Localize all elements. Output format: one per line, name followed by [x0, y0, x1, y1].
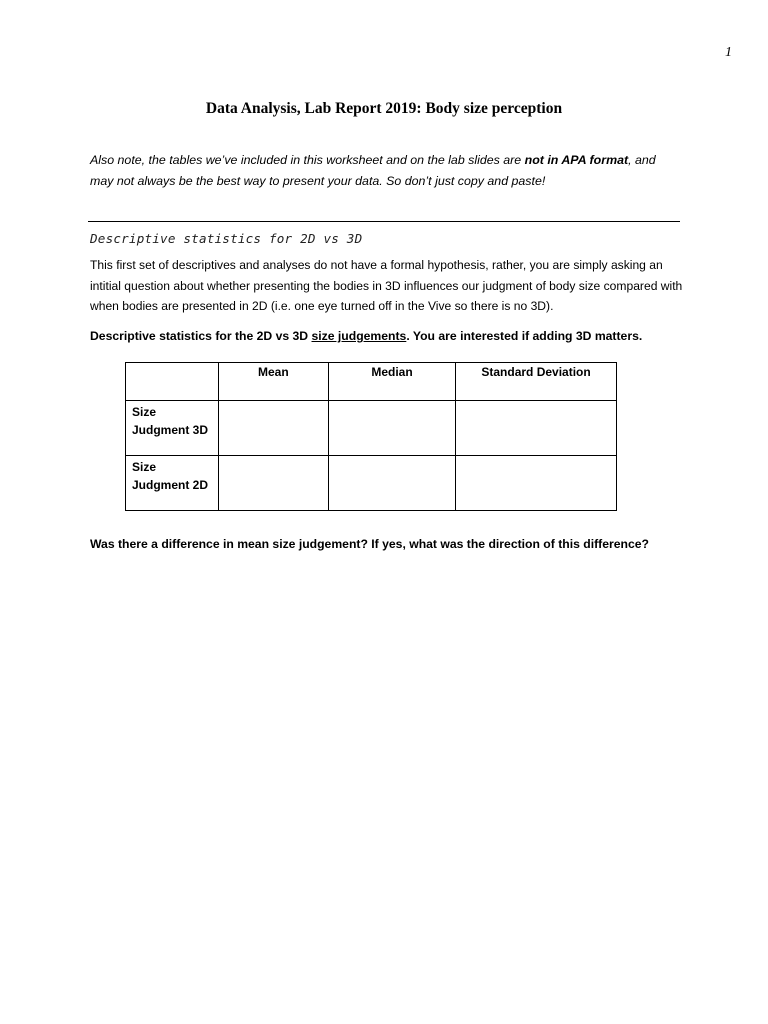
cell-median-3d[interactable]	[328, 401, 455, 456]
cell-mean-2d[interactable]	[218, 456, 328, 511]
instruction-text-start: Descriptive statistics for the 2D vs 3D	[90, 329, 312, 343]
row-label-line2: Judgment 3D	[132, 423, 209, 437]
row-label-line2: Judgment 2D	[132, 478, 209, 492]
intro-paragraph: This first set of descriptives and analyses do not have a formal hypothesis, rather, you are simply asking an intitial question about whether presenting the bodies in 3D influences our judgment of body size compared with when bodies are presented in 2D (i.e. one eye turned off in the Vive so there is no 3D).	[90, 258, 683, 313]
table-row	[126, 401, 617, 456]
horizontal-divider	[88, 221, 680, 222]
table-instruction	[90, 329, 690, 343]
instruction-underlined-text: size judgements	[311, 329, 407, 343]
table-header-blank	[126, 363, 219, 401]
table-header-mean: Mean	[218, 363, 328, 401]
cell-sd-2d[interactable]	[456, 456, 617, 511]
table-header-median: Median	[328, 363, 455, 401]
note-text-end: , and may not always be the best way to present your data. So don’t just copy and paste!	[90, 153, 656, 188]
note-text-start: Also note, the tables we’ve included in this worksheet and on the lab slides are	[90, 153, 525, 167]
page-number: 1	[725, 45, 732, 60]
note-text-bold: not in APA format	[524, 153, 629, 167]
table-row	[126, 456, 617, 511]
cell-median-2d[interactable]	[328, 456, 455, 511]
question-text: Was there a difference in mean size judgement? If yes, what was the direction of this difference?	[90, 537, 649, 551]
page-title: Data Analysis, Lab Report 2019: Body size perception	[205, 100, 563, 117]
table-header-sd: Standard Deviation	[456, 363, 617, 401]
row-label-2d	[126, 456, 219, 511]
table-header-row	[126, 363, 617, 401]
cell-mean-3d[interactable]	[218, 401, 328, 456]
instruction-text-end: . You are interested if adding 3D matters.	[406, 329, 643, 343]
format-note	[90, 150, 680, 192]
descriptive-stats-table	[125, 362, 617, 511]
cell-sd-3d[interactable]	[456, 401, 617, 456]
row-label-line1: Size	[132, 460, 157, 474]
row-label-3d	[126, 401, 219, 456]
section-heading: Descriptive statistics for 2D vs 3D	[90, 231, 363, 246]
row-label-line1: Size	[132, 405, 157, 419]
